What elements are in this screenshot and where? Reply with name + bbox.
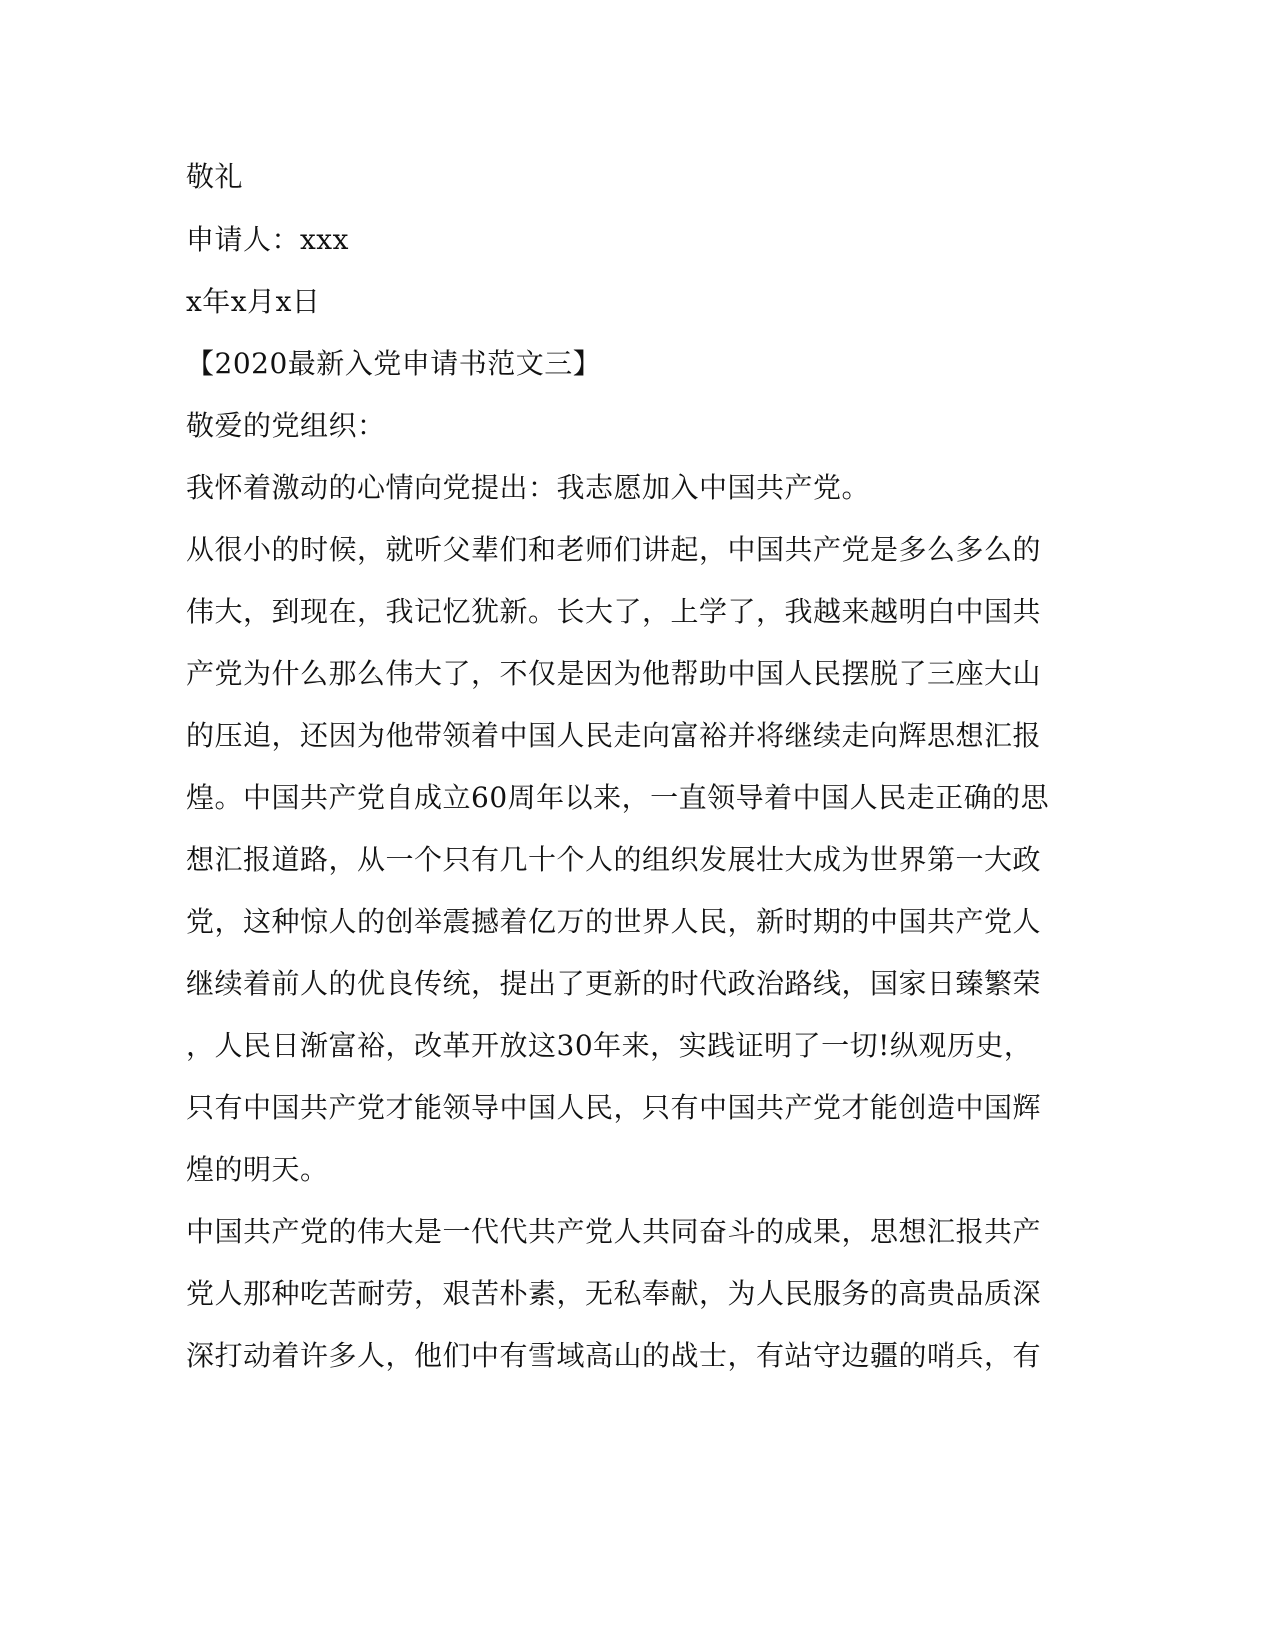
section-title: 【2020最新入党申请书范文三】 [186, 347, 602, 380]
letter-date: x年x月x日 [186, 285, 321, 318]
paragraph-line: 深打动着许多人，他们中有雪域高山的战士，有站守边疆的哨兵，有 [186, 1339, 1042, 1372]
paragraph-line: 煌的明天。 [186, 1153, 329, 1186]
letter-salutation: 敬爱的党组织： [186, 409, 386, 442]
paragraph-line: 从很小的时候，就听父辈们和老师们讲起，中国共产党是多么多么的 [186, 533, 1042, 566]
paragraph-line: 只有中国共产党才能领导中国人民，只有中国共产党才能创造中国辉 [186, 1091, 1042, 1124]
paragraph-line: 中国共产党的伟大是一代代共产党人共同奋斗的成果，思想汇报共产 [186, 1215, 1042, 1248]
paragraph-line: 煌。中国共产党自成立60周年以来，一直领导着中国人民走正确的思 [186, 781, 1050, 814]
paragraph-line: ，人民日渐富裕，改革开放这30年来，实践证明了一切!纵观历史， [186, 1029, 1033, 1062]
paragraph-line: 伟大，到现在，我记忆犹新。长大了，上学了，我越来越明白中国共 [186, 595, 1042, 628]
paragraph-line: 党人那种吃苦耐劳，艰苦朴素，无私奉献，为人民服务的高贵品质深 [186, 1277, 1042, 1310]
closing-salutation: 敬礼 [186, 160, 244, 193]
paragraph-line: 的压迫，还因为他带领着中国人民走向富裕并将继续走向辉思想汇报 [186, 719, 1042, 752]
paragraph-line: 想汇报道路，从一个只有几十个人的组织发展壮大成为世界第一大政 [186, 843, 1042, 876]
paragraph-line: 产党为什么那么伟大了，不仅是因为他帮助中国人民摆脱了三座大山 [186, 657, 1042, 690]
opening-sentence: 我怀着激动的心情向党提出：我志愿加入中国共产党。 [186, 471, 871, 504]
applicant-signature: 申请人：xxx [186, 223, 349, 256]
paragraph-line: 党，这种惊人的创举震撼着亿万的世界人民，新时期的中国共产党人 [186, 905, 1042, 938]
paragraph-line: 继续着前人的优良传统，提出了更新的时代政治路线，国家日臻繁荣 [186, 967, 1042, 1000]
